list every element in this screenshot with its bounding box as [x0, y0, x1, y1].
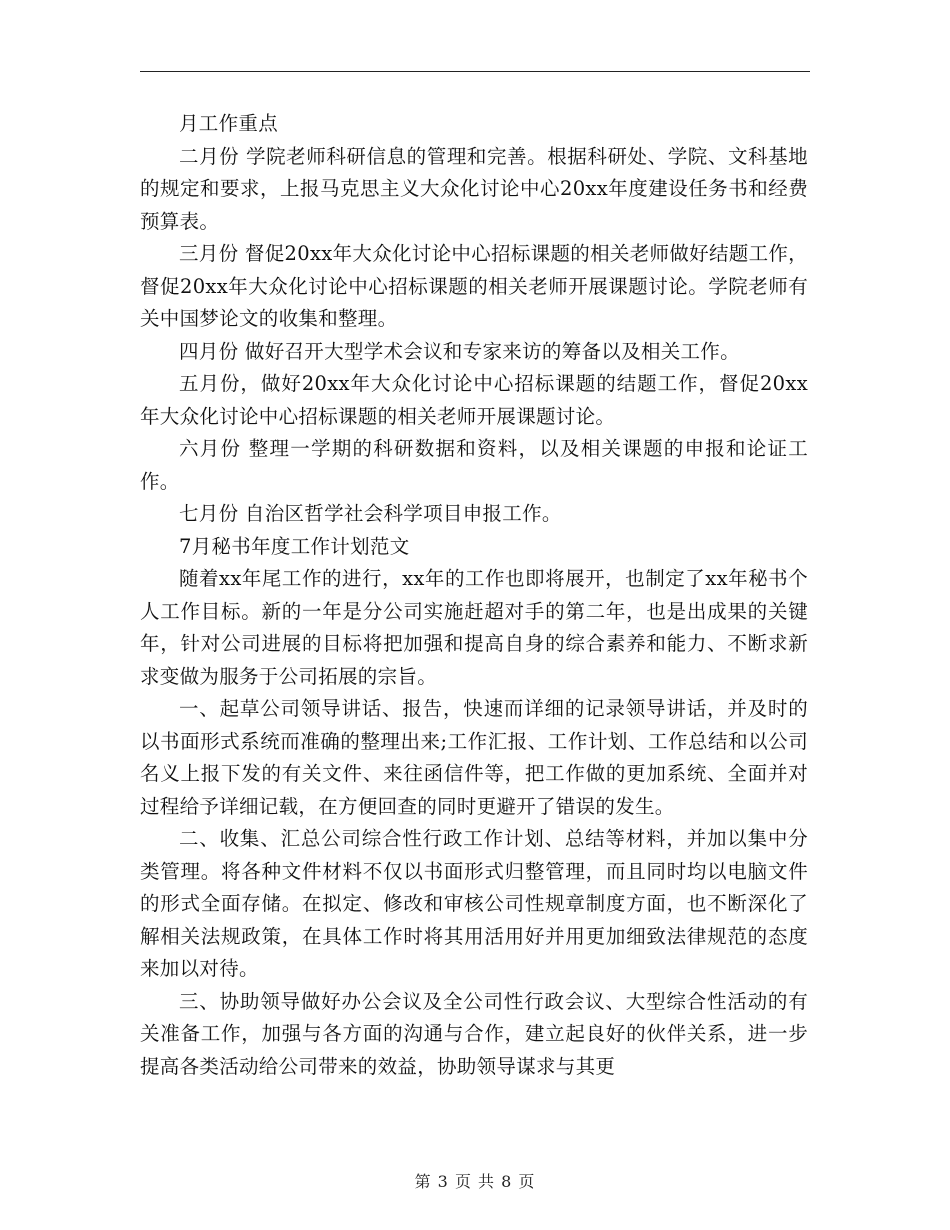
paragraph-item-3: 三、协助领导做好办公会议及全公司性行政会议、大型综合性活动的有关准备工作，加强与各方面的沟通与合作，建立起良好的伙伴关系，进一步提高各类活动给公司带来的效益，协助领导谋求与其更: [140, 989, 808, 1078]
paragraph-february: 二月份 学院老师科研信息的管理和完善。根据科研处、学院、文科基地的规定和要求，上报马克思主义大众化讨论中心20xx年度建设任务书和经费预算表。: [140, 144, 808, 233]
paragraph-item-2: 二、收集、汇总公司综合性行政工作计划、总结等材料，并加以集中分类管理。将各种文件材料不仅以书面形式归整管理，而且同时均以电脑文件的形式全面存储。在拟定、修改和审核公司性规章制度方面，也不断深化了解相关法规政策，在具体工作时将其用活用好并用更加细致法律规范的态度来加以对待。: [140, 827, 808, 980]
document-body: [140, 108, 808, 1083]
paragraph-march: 三月份 督促20xx年大众化讨论中心招标课题的相关老师做好结题工作，督促20xx年大众化讨论中心招标课题的相关老师开展课题讨论。学院老师有关中国梦论文的收集和整理。: [140, 242, 808, 330]
paragraph-july: 七月份 自治区哲学社会科学项目申报工作。: [179, 502, 562, 525]
paragraph-may: 五月份，做好20xx年大众化讨论中心招标课题的结题工作，督促20xx年大众化讨论中心招标课题的相关老师开展课题讨论。: [140, 372, 808, 428]
header-rule: [140, 71, 810, 72]
paragraph-april: 四月份 做好召开大型学术会议和专家来访的筹备以及相关工作。: [179, 339, 740, 363]
section-title: 7月秘书年度工作计划范文: [179, 534, 410, 558]
paragraph-heading-monthly-focus: 月工作重点: [179, 112, 279, 135]
paragraph-item-1: 一、起草公司领导讲话、报告，快速而详细的记录领导讲话，并及时的以书面形式系统而准确的整理出来;工作汇报、工作计划、工作总结和以公司名义上报下发的有关文件、来往函信件等，把工作做的更加系统、全面并对过程给予详细记载，在方便回查的同时更避开了错误的发生。: [140, 697, 808, 818]
paragraph-intro: 随着xx年尾工作的进行，xx年的工作也即将展开，也制定了xx年秘书个人工作目标。新的一年是分公司实施赶超对手的第二年，也是出成果的关键年，针对公司进展的目标将把加强和提高自身的综合素养和能力、不断求新求变做为服务于公司拓展的宗旨。: [140, 567, 808, 688]
paragraph-june: 六月份 整理一学期的科研数据和资料，以及相关课题的申报和论证工作。: [140, 437, 808, 493]
page-number-footer: 第 3 页 共 8 页: [414, 1172, 536, 1191]
